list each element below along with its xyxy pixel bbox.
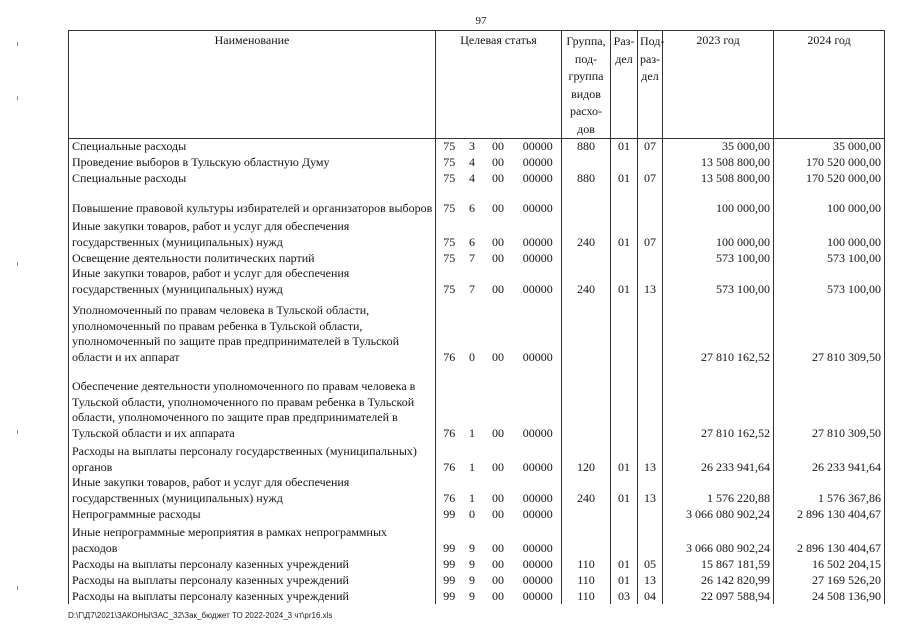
expense-group: 240 xyxy=(562,266,611,297)
target-code: 00000 xyxy=(515,572,562,588)
header-section: Раз- дел xyxy=(611,31,638,139)
target-subprogram: 6 xyxy=(469,234,475,249)
target-subprogram: 9 xyxy=(469,572,475,587)
target-direction: 00 xyxy=(492,425,504,440)
table-header-row xyxy=(69,31,885,139)
subsection xyxy=(638,250,663,266)
target-code: 00000 xyxy=(515,588,562,604)
target-subprogram: 4 xyxy=(469,170,475,185)
section xyxy=(611,250,638,266)
amount-2023: 15 867 181,59 xyxy=(663,556,774,572)
target-code: 00000 xyxy=(515,506,562,522)
subsection: 13 xyxy=(638,441,663,475)
target-subprogram: 1 xyxy=(469,425,475,440)
expense-group xyxy=(562,155,611,171)
subsection: 13 xyxy=(638,572,663,588)
row-name: Освещение деятельности политических партий xyxy=(69,250,436,266)
target-subprogram: 0 xyxy=(469,506,475,521)
table-row xyxy=(69,266,885,297)
subsection xyxy=(638,297,663,365)
section: 01 xyxy=(611,266,638,297)
expense-group: 880 xyxy=(562,139,611,155)
header-year-2023: 2023 год xyxy=(663,31,774,139)
row-name: Иные непрограммные мероприятия в рамках непрограммных расходов xyxy=(69,522,436,556)
header-year-2024: 2024 год xyxy=(774,31,885,139)
target-code: 00000 xyxy=(515,522,562,556)
target-code: 00000 xyxy=(515,475,562,506)
section: 01 xyxy=(611,216,638,250)
expense-group xyxy=(562,297,611,365)
target-program: 75 xyxy=(436,186,463,216)
subsection xyxy=(638,365,663,441)
amount-2024: 2 896 130 404,67 xyxy=(774,506,885,522)
target-subprogram: 7 xyxy=(469,281,475,296)
scan-mark xyxy=(17,42,18,46)
footer-file-path: D:\Г\Д7\2021\ЗАКОНЫ\ЗАС_32\Зак_бюджет ТО 2022-2024_3 чт\pr16.xls xyxy=(68,611,333,620)
expense-group: 120 xyxy=(562,441,611,475)
table-row xyxy=(69,250,885,266)
target-program: 99 xyxy=(436,522,463,556)
target-program: 99 xyxy=(436,556,463,572)
target-code: 00000 xyxy=(515,155,562,171)
target-direction: 00 xyxy=(492,234,504,249)
target-code: 00000 xyxy=(515,139,562,155)
table-row xyxy=(69,441,885,475)
target-direction: 00 xyxy=(492,154,504,169)
table-row xyxy=(69,365,885,441)
target-direction: 00 xyxy=(492,490,504,505)
amount-2023: 1 576 220,88 xyxy=(663,475,774,506)
scan-mark xyxy=(17,96,18,100)
expense-group: 880 xyxy=(562,170,611,186)
target-code: 00000 xyxy=(515,250,562,266)
amount-2024: 573 100,00 xyxy=(774,266,885,297)
row-name: Повышение правовой культуры избирателей и организаторов выборов xyxy=(69,186,436,216)
header-expense-group: Группа, под- группа видов расхо- дов xyxy=(562,31,611,139)
amount-2023: 573 100,00 xyxy=(663,250,774,266)
target-subprogram: 9 xyxy=(469,540,475,555)
amount-2023: 100 000,00 xyxy=(663,216,774,250)
target-direction: 00 xyxy=(492,459,504,474)
budget-table xyxy=(68,30,885,604)
section xyxy=(611,155,638,171)
amount-2023: 26 233 941,64 xyxy=(663,441,774,475)
amount-2024: 35 000,00 xyxy=(774,139,885,155)
amount-2024: 24 508 136,90 xyxy=(774,588,885,604)
row-name: Специальные расходы xyxy=(69,139,436,155)
amount-2024: 573 100,00 xyxy=(774,250,885,266)
table-row xyxy=(69,522,885,556)
amount-2023: 27 810 162,52 xyxy=(663,297,774,365)
section xyxy=(611,186,638,216)
amount-2024: 1 576 367,86 xyxy=(774,475,885,506)
table-row xyxy=(69,572,885,588)
page-number: 97 xyxy=(475,15,487,27)
row-name: Расходы на выплаты персоналу казенных учреждений xyxy=(69,572,436,588)
amount-2023: 27 810 162,52 xyxy=(663,365,774,441)
table-row xyxy=(69,556,885,572)
header-target: Целевая статья xyxy=(436,31,562,139)
section: 01 xyxy=(611,572,638,588)
subsection: 05 xyxy=(638,556,663,572)
target-direction: 00 xyxy=(492,281,504,296)
amount-2023: 26 142 820,99 xyxy=(663,572,774,588)
target-program: 75 xyxy=(436,170,463,186)
scan-mark xyxy=(17,262,18,266)
target-program: 76 xyxy=(436,365,463,441)
target-direction: 00 xyxy=(492,506,504,521)
subsection: 07 xyxy=(638,216,663,250)
amount-2024: 27 810 309,50 xyxy=(774,297,885,365)
row-name: Специальные расходы xyxy=(69,170,436,186)
amount-2024: 26 233 941,64 xyxy=(774,441,885,475)
amount-2023: 35 000,00 xyxy=(663,139,774,155)
row-name: Проведение выборов в Тульскую областную Думу xyxy=(69,155,436,171)
expense-group xyxy=(562,522,611,556)
header-name: Наименование xyxy=(69,31,436,139)
expense-group: 110 xyxy=(562,556,611,572)
target-code: 00000 xyxy=(515,216,562,250)
amount-2024: 170 520 000,00 xyxy=(774,155,885,171)
section xyxy=(611,297,638,365)
section xyxy=(611,506,638,522)
target-program: 75 xyxy=(436,250,463,266)
section: 01 xyxy=(611,556,638,572)
amount-2024: 27 810 309,50 xyxy=(774,365,885,441)
target-program: 99 xyxy=(436,588,463,604)
subsection xyxy=(638,522,663,556)
target-code: 00000 xyxy=(515,266,562,297)
target-subprogram: 1 xyxy=(469,490,475,505)
row-name: Иные закупки товаров, работ и услуг для обеспечения государственных (муниципальных) нужд xyxy=(69,266,436,297)
section: 01 xyxy=(611,139,638,155)
table-row xyxy=(69,186,885,216)
amount-2023: 22 097 588,94 xyxy=(663,588,774,604)
expense-group: 110 xyxy=(562,572,611,588)
section: 01 xyxy=(611,170,638,186)
subsection: 13 xyxy=(638,266,663,297)
target-subprogram: 4 xyxy=(469,154,475,169)
amount-2024: 100 000,00 xyxy=(774,186,885,216)
amount-2024: 2 896 130 404,67 xyxy=(774,522,885,556)
target-direction: 00 xyxy=(492,540,504,555)
subsection xyxy=(638,186,663,216)
subsection: 13 xyxy=(638,475,663,506)
amount-2024: 16 502 204,15 xyxy=(774,556,885,572)
section: 01 xyxy=(611,441,638,475)
table-row xyxy=(69,155,885,171)
target-subprogram: 7 xyxy=(469,250,475,265)
scan-mark xyxy=(17,430,18,434)
section xyxy=(611,522,638,556)
target-program: 76 xyxy=(436,297,463,365)
subsection xyxy=(638,506,663,522)
target-code: 00000 xyxy=(515,365,562,441)
target-direction: 00 xyxy=(492,556,504,571)
row-name: Расходы на выплаты персоналу казенных учреждений xyxy=(69,588,436,604)
amount-2023: 3 066 080 902,24 xyxy=(663,506,774,522)
expense-group xyxy=(562,365,611,441)
target-program: 76 xyxy=(436,441,463,475)
target-program: 75 xyxy=(436,139,463,155)
target-subprogram: 9 xyxy=(469,556,475,571)
target-direction: 00 xyxy=(492,250,504,265)
target-code: 00000 xyxy=(515,556,562,572)
amount-2023: 13 508 800,00 xyxy=(663,170,774,186)
target-direction: 00 xyxy=(492,139,504,153)
target-program: 75 xyxy=(436,216,463,250)
target-code: 00000 xyxy=(515,297,562,365)
row-name: Расходы на выплаты персоналу казенных учреждений xyxy=(69,556,436,572)
table-row xyxy=(69,297,885,365)
target-direction: 00 xyxy=(492,170,504,185)
subsection xyxy=(638,155,663,171)
amount-2023: 573 100,00 xyxy=(663,266,774,297)
expense-group: 110 xyxy=(562,588,611,604)
table-row xyxy=(69,216,885,250)
row-name: Расходы на выплаты персоналу государственных (муниципальных) органов xyxy=(69,441,436,475)
row-name: Обеспечение деятельности уполномоченного по правам человека в Тульской области, уполномоченного по правам ребенка в Тульской области, уполномоченного по защите прав предпринимателей в Тульской области и их аппарата xyxy=(69,365,436,441)
target-direction: 00 xyxy=(492,349,504,364)
target-program: 99 xyxy=(436,572,463,588)
target-subprogram: 0 xyxy=(469,349,475,364)
table-row xyxy=(69,139,885,155)
table-row xyxy=(69,475,885,506)
amount-2023: 13 508 800,00 xyxy=(663,155,774,171)
subsection: 04 xyxy=(638,588,663,604)
target-program: 75 xyxy=(436,266,463,297)
target-program: 76 xyxy=(436,475,463,506)
scan-mark xyxy=(17,586,18,590)
section: 03 xyxy=(611,588,638,604)
amount-2023: 3 066 080 902,24 xyxy=(663,522,774,556)
target-program: 75 xyxy=(436,155,463,171)
table-row xyxy=(69,170,885,186)
target-subprogram: 9 xyxy=(469,588,475,603)
amount-2024: 100 000,00 xyxy=(774,216,885,250)
row-name: Иные закупки товаров, работ и услуг для обеспечения государственных (муниципальных) нужд xyxy=(69,475,436,506)
target-subprogram: 1 xyxy=(469,459,475,474)
row-name: Иные закупки товаров, работ и услуг для обеспечения государственных (муниципальных) нужд xyxy=(69,216,436,250)
target-subprogram: 3 xyxy=(469,139,475,153)
subsection: 07 xyxy=(638,170,663,186)
expense-group xyxy=(562,186,611,216)
row-name: Непрограммные расходы xyxy=(69,506,436,522)
target-code: 00000 xyxy=(515,441,562,475)
amount-2024: 170 520 000,00 xyxy=(774,170,885,186)
header-subsection: Под- раз- дел xyxy=(638,31,663,139)
target-direction: 00 xyxy=(492,588,504,603)
target-code: 00000 xyxy=(515,186,562,216)
target-program: 99 xyxy=(436,506,463,522)
section xyxy=(611,365,638,441)
amount-2024: 27 169 526,20 xyxy=(774,572,885,588)
expense-group: 240 xyxy=(562,475,611,506)
expense-group xyxy=(562,250,611,266)
amount-2023: 100 000,00 xyxy=(663,186,774,216)
subsection: 07 xyxy=(638,139,663,155)
expense-group: 240 xyxy=(562,216,611,250)
target-direction: 00 xyxy=(492,200,504,215)
target-direction: 00 xyxy=(492,572,504,587)
target-code: 00000 xyxy=(515,170,562,186)
table-row xyxy=(69,588,885,604)
target-subprogram: 6 xyxy=(469,200,475,215)
expense-group xyxy=(562,506,611,522)
section: 01 xyxy=(611,475,638,506)
table-row xyxy=(69,506,885,522)
row-name: Уполномоченный по правам человека в Тульской области, уполномоченный по правам ребенка в Тульской области, уполномоченный по защите прав предпринимателей в Тульской области и их аппарат xyxy=(69,297,436,365)
